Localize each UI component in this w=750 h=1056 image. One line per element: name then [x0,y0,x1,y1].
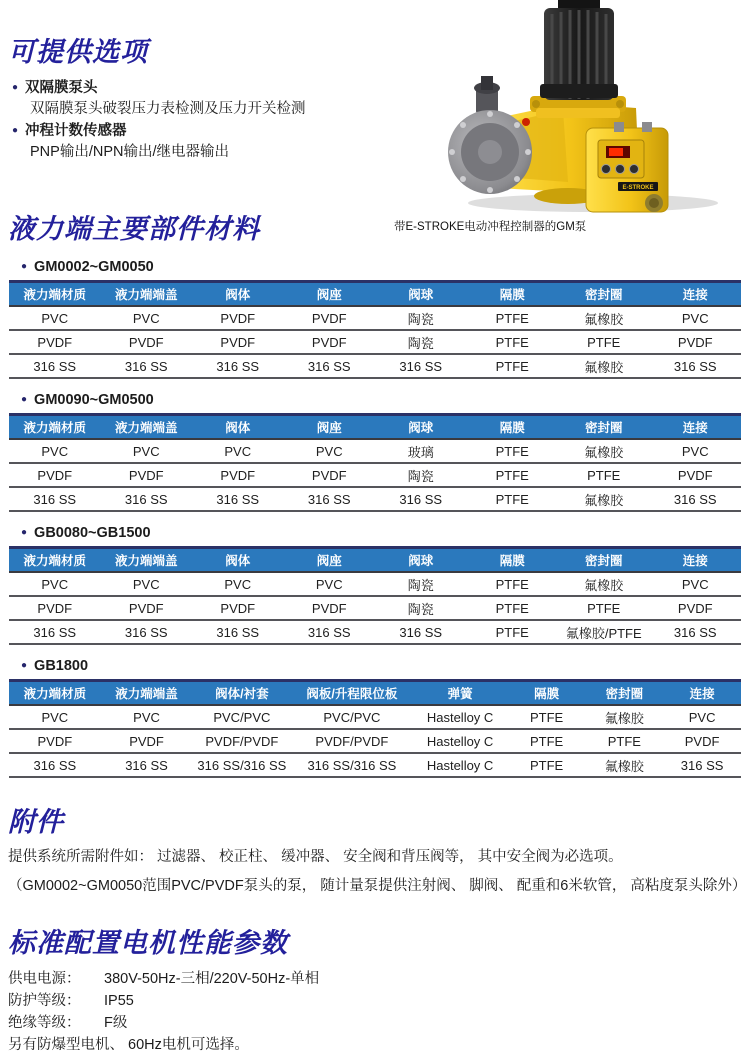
model-label: GM0090~GM0500 [34,392,154,408]
table-cell: 陶瓷 [375,330,467,354]
table-header-row [9,548,741,573]
table-header-row [9,681,741,706]
materials-table [9,546,741,645]
table-cell: PVC/PVC [291,705,412,729]
controller-buttons [602,165,639,174]
motor-param-label: 防护等级： [8,993,81,1009]
column-header: 液力端材质 [9,282,101,307]
option-label-text: 冲程计数传感器 [25,123,127,139]
table-cell: 316 SS [9,354,101,378]
materials-tables [0,258,750,778]
pump-caption: 带E-STROKE电动冲程控制器的GM泵 [394,221,587,233]
table-cell: PVDF/PVDF [192,729,291,753]
column-header: 阀体 [192,282,284,307]
material-table-block [9,657,741,778]
table-row [9,620,741,644]
table-cell: 氟橡胶 [558,572,650,596]
table-cell: 316 SS [663,753,741,777]
table-cell: PVDF [284,306,376,330]
table-cell: PVDF [284,330,376,354]
motor-parameters [8,968,750,1056]
accessories-line: （GM0002~GM0050范围PVC/PVDF泵头的泵， 随计量泵提供注射阀、 脚阀、 配重和6米软管， 高粘度泵头除外） [8,878,747,894]
column-header: 液力端端盖 [101,282,193,307]
column-header: 连接 [650,415,742,440]
table-cell: PVC [192,572,284,596]
materials-table [9,679,741,778]
table-cell: PTFE [558,596,650,620]
column-header: 液力端材质 [9,548,101,573]
table-cell: PVDF [192,596,284,620]
table-cell: PVC [284,572,376,596]
table-cell: Hastelloy C [412,705,507,729]
table-cell: PVDF [284,463,376,487]
table-cell: PVDF [101,596,193,620]
table-cell: PTFE [467,463,559,487]
materials-table [9,280,741,379]
material-table-block [9,391,741,512]
column-header: 密封圈 [558,415,650,440]
table-cell: 316 SS [284,487,376,511]
table-cell: PTFE [467,354,559,378]
materials-table [9,413,741,512]
column-header: 阀体/衬套 [192,681,291,706]
bullet-icon: ● [21,261,28,272]
table-cell: PVDF [284,596,376,620]
table-cell: 316 SS [650,487,742,511]
table-model-title [9,524,741,542]
table-cell: 316 SS [192,487,284,511]
accessories-text [0,847,750,897]
table-row [9,330,741,354]
column-header: 隔膜 [508,681,586,706]
table-cell: PTFE [508,753,586,777]
table-cell: 316 SS [375,620,467,644]
table-cell: PVDF [9,330,101,354]
option-label-text: 双隔膜泵头 [25,80,98,96]
material-table-block [9,258,741,379]
table-cell: 316 SS/316 SS [192,753,291,777]
table-row [9,753,741,777]
table-model-title [9,258,741,276]
table-model-title [9,657,741,675]
motor-param-line [8,990,750,1012]
table-cell: PVC [101,705,193,729]
table-model-title [9,391,741,409]
table-cell: PTFE [585,729,663,753]
table-cell: 316 SS [9,620,101,644]
model-label: GB0080~GB1500 [34,525,151,541]
table-cell: PTFE [467,596,559,620]
column-header: 密封圈 [585,681,663,706]
column-header: 隔膜 [467,548,559,573]
table-cell: 316 SS [9,487,101,511]
column-header: 阀体 [192,548,284,573]
table-cell: PVC [663,705,741,729]
column-header: 液力端端盖 [101,415,193,440]
table-cell: 陶瓷 [375,463,467,487]
table-header-row [9,415,741,440]
table-cell: PVDF [650,596,742,620]
table-row [9,572,741,596]
table-cell: 316 SS [192,354,284,378]
bullet-icon: ● [12,125,19,136]
controller-brand-label: E-STROKE [622,185,654,191]
table-row [9,487,741,511]
column-header: 液力端材质 [9,681,101,706]
table-cell: 陶瓷 [375,306,467,330]
bullet-icon: ● [21,527,28,538]
table-cell: PTFE [558,330,650,354]
column-header: 阀球 [375,282,467,307]
table-cell: PVC [284,439,376,463]
table-cell: PVC [9,439,101,463]
column-header: 液力端材质 [9,415,101,440]
column-header: 连接 [650,548,742,573]
column-header: 密封圈 [558,282,650,307]
accessories-line: 提供系统所需附件如： 过滤器、 校正柱、 缓冲器、 安全阀和背压阀等， 其中安全阀为必选项。 [8,849,623,865]
table-cell: 316 SS [101,487,193,511]
table-cell: 316 SS/316 SS [291,753,412,777]
pump-illustration [418,0,736,215]
table-cell: 316 SS [375,354,467,378]
column-header: 阀板/升程限位板 [291,681,412,706]
motor-param-value: IP55 [104,993,134,1009]
table-cell: PTFE [467,306,559,330]
table-cell: Hastelloy C [412,753,507,777]
table-cell: PVDF [101,729,193,753]
table-cell: 316 SS [9,753,101,777]
table-cell: PVC [101,306,193,330]
motor-note: 另有防爆型电机、 60Hz电机可选择。 [8,1037,249,1053]
motor-param-line [8,968,750,990]
table-row [9,729,741,753]
motor-param-label: 供电电源： [8,971,81,987]
table-cell: 陶瓷 [375,596,467,620]
stroke-controller [586,122,668,212]
table-row [9,306,741,330]
column-header: 隔膜 [467,282,559,307]
table-cell: PVC [650,439,742,463]
model-label: GB1800 [34,658,89,674]
column-header: 阀球 [375,548,467,573]
table-cell: 氟橡胶 [558,306,650,330]
column-header: 阀座 [284,282,376,307]
table-cell: PVDF [650,463,742,487]
table-cell: 氟橡胶 [585,705,663,729]
column-header: 阀体 [192,415,284,440]
table-cell: 氟橡胶 [558,354,650,378]
table-cell: 氟橡胶 [558,439,650,463]
column-header: 弹簧 [412,681,507,706]
table-cell: 316 SS [284,620,376,644]
table-cell: PVC [101,439,193,463]
table-cell: PTFE [467,572,559,596]
table-row [9,705,741,729]
column-header: 阀座 [284,548,376,573]
table-cell: PTFE [467,439,559,463]
table-cell: 316 SS [101,620,193,644]
motor-param-label: 绝缘等级： [8,1015,81,1031]
diaphragm-head [448,76,532,194]
table-cell: PVC [9,572,101,596]
column-header: 连接 [663,681,741,706]
table-cell: PTFE [467,487,559,511]
table-cell: 氟橡胶 [558,487,650,511]
table-cell: 陶瓷 [375,572,467,596]
motor-section-title: 标准配置电机性能参数 [8,928,288,958]
accessories-section-title: 附件 [8,807,64,837]
table-cell: PTFE [467,330,559,354]
table-cell: PVDF [663,729,741,753]
motor [540,0,618,100]
table-cell: PVC [9,306,101,330]
table-cell: PVDF [9,596,101,620]
table-cell: 316 SS [375,487,467,511]
table-cell: PVDF [9,729,101,753]
table-cell: PVC [650,572,742,596]
table-cell: 316 SS [192,620,284,644]
table-header-row [9,282,741,307]
table-cell: PVDF [650,330,742,354]
table-cell: PTFE [508,729,586,753]
table-cell: PVDF [192,306,284,330]
column-header: 密封圈 [558,548,650,573]
option-detail: PNP输出/NPN输出/继电器输出 [30,144,229,160]
options-section-title: 可提供选项 [8,37,148,67]
table-cell: 316 SS [650,620,742,644]
materials-section-title: 液力端主要部件材料 [8,214,260,244]
column-header: 连接 [650,282,742,307]
motor-param-line [8,1012,750,1034]
table-row [9,439,741,463]
table-cell: 氟橡胶/PTFE [558,620,650,644]
table-cell: PVDF [192,330,284,354]
table-cell: PVC/PVC [192,705,291,729]
table-cell: Hastelloy C [412,729,507,753]
column-header: 液力端端盖 [101,681,193,706]
table-cell: PTFE [467,620,559,644]
table-cell: 316 SS [101,354,193,378]
table-cell: PVC [192,439,284,463]
column-header: 液力端端盖 [101,548,193,573]
table-cell: PTFE [508,705,586,729]
table-cell: PTFE [558,463,650,487]
table-cell: 玻璃 [375,439,467,463]
bullet-icon: ● [21,660,28,671]
option-detail: 双隔膜泵头破裂压力表检测及压力开关检测 [30,101,306,117]
column-header: 阀球 [375,415,467,440]
table-cell: PVC [9,705,101,729]
table-cell: PVDF [9,463,101,487]
table-row [9,463,741,487]
table-cell: PVDF [101,463,193,487]
table-cell: PVC [101,572,193,596]
table-cell: 316 SS [284,354,376,378]
pump-photo [418,0,736,215]
table-cell: PVDF [192,463,284,487]
table-row [9,354,741,378]
table-cell: 氟橡胶 [585,753,663,777]
table-cell: PVDF/PVDF [291,729,412,753]
bullet-icon: ● [12,82,19,93]
table-cell: PVDF [101,330,193,354]
bullet-icon: ● [21,394,28,405]
model-label: GM0002~GM0050 [34,259,154,275]
motor-param-value: 380V-50Hz-三相/220V-50Hz-单相 [104,971,320,987]
material-table-block [9,524,741,645]
column-header: 隔膜 [467,415,559,440]
table-cell: 316 SS [101,753,193,777]
column-header: 阀座 [284,415,376,440]
table-row [9,596,741,620]
table-cell: 316 SS [650,354,742,378]
motor-param-value: F级 [104,1015,128,1031]
table-cell: PVC [650,306,742,330]
